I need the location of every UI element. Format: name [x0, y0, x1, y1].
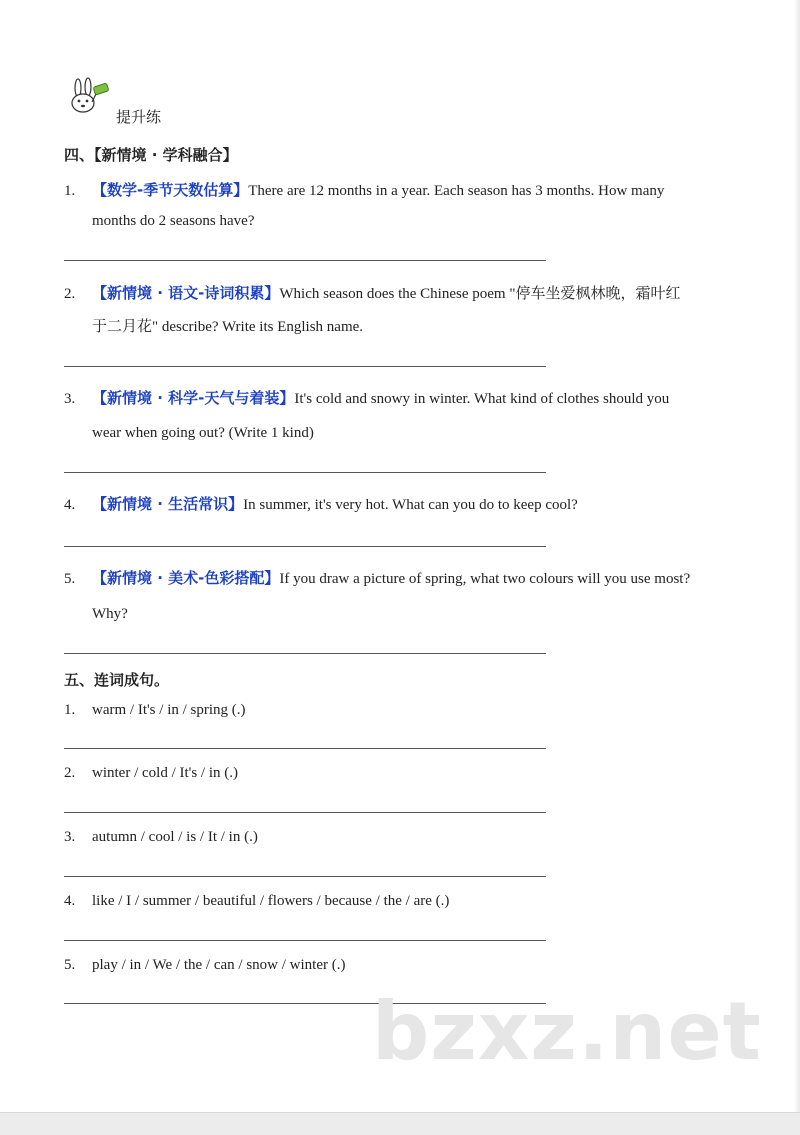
question-3-cont: wear when going out? (Write 1 kind): [92, 425, 314, 441]
reorder-item-3: 3. autumn / cool / is / It / in (.): [64, 829, 258, 845]
reorder-item-2: 2. winter / cold / It's / in (.): [64, 765, 239, 781]
question-3: 3. 【新情境 · 科学-天气与着装】It's cold and snowy in winter. What kind of clothes should you: [64, 389, 670, 407]
watermark: bzxz.net: [372, 985, 762, 1078]
answer-line-1[interactable]: [64, 260, 546, 261]
reorder-item-1: 1. warm / It's / in / spring (.): [64, 702, 246, 718]
question-2-cont: 于二月花" describe? Write its English name.: [92, 319, 364, 335]
page-edge-shadow: [794, 0, 800, 1112]
part4-heading: 四、【新情境 · 学科融合】: [64, 146, 238, 164]
section-label: 提升练: [116, 108, 162, 126]
reorder-answer-line-4[interactable]: [64, 940, 546, 941]
reorder-item-4: 4. like / I / summer / beautiful / flowers / because / the / are (.): [64, 893, 450, 909]
bottom-band: [0, 1112, 800, 1135]
answer-line-4[interactable]: [64, 546, 546, 547]
question-1: 1. 【数学-季节天数估算】There are 12 months in a year. Each season has 3 months. How many: [64, 181, 665, 199]
reorder-answer-line-2[interactable]: [64, 812, 546, 813]
question-4: 4. 【新情境 · 生活常识】In summer, it's very hot. What can you do to keep cool?: [64, 495, 578, 513]
answer-line-3[interactable]: [64, 472, 546, 473]
answer-line-5[interactable]: [64, 653, 546, 654]
reorder-item-5: 5. play / in / We / the / can / snow / winter (.): [64, 957, 346, 973]
part5-heading: 五、连词成句。: [64, 671, 170, 689]
question-5: 5. 【新情境 · 美术-色彩搭配】If you draw a picture of spring, what two colours will you use most?: [64, 569, 691, 587]
question-5-cont: Why?: [92, 606, 128, 622]
question-2: 2. 【新情境 · 语文-诗词积累】Which season does the Chinese poem "停车坐爱枫林晚，霜叶红: [64, 284, 681, 302]
reorder-answer-line-3[interactable]: [64, 876, 546, 877]
question-1-cont: months do 2 seasons have?: [92, 213, 255, 229]
rabbit-mascot-icon: [64, 76, 112, 116]
reorder-answer-line-1[interactable]: [64, 748, 546, 749]
answer-line-2[interactable]: [64, 366, 546, 367]
